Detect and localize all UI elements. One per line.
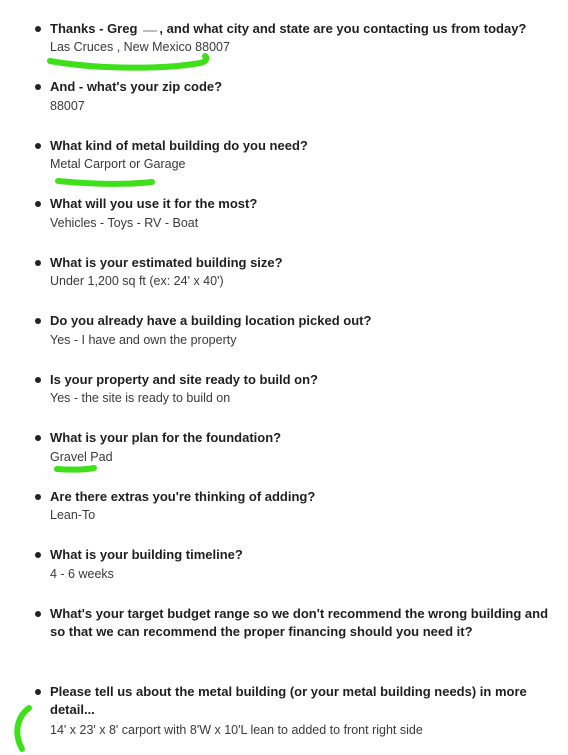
answer-zip: 88007 xyxy=(50,99,85,113)
bullet xyxy=(35,689,41,695)
question-city-state xyxy=(50,20,555,38)
highlight-underline-foundation xyxy=(57,468,94,470)
question-budget: What's your target budget range so we don't recommend the wrong building and so that we can recommend the proper financing should you need it? xyxy=(50,606,549,639)
question-building-type: What kind of metal building do you need? xyxy=(50,138,308,153)
question-suffix: , and what city and state are you contacting us from today? xyxy=(159,21,527,36)
bullet xyxy=(35,84,41,90)
highlight-underline-building-type xyxy=(58,181,152,184)
question-zip: And - what's your zip code? xyxy=(50,79,223,94)
question-details: Please tell us about the metal building (or your metal building needs) in more detail... xyxy=(50,684,527,717)
question-usage: What will you use it for the most? xyxy=(50,196,258,211)
bullet xyxy=(35,201,41,207)
bullet xyxy=(35,260,41,266)
answer-usage: Vehicles - Toys - RV - Boat xyxy=(50,216,199,230)
answer-site-ready: Yes - the site is ready to build on xyxy=(50,391,231,405)
question-prefix: Thanks - Greg xyxy=(50,21,138,36)
question-timeline: What is your building timeline? xyxy=(50,547,243,562)
question-site-ready: Is your property and site ready to build on? xyxy=(50,372,318,387)
answer-location: Yes - I have and own the property xyxy=(50,333,237,347)
bullet xyxy=(35,377,41,383)
question-size: What is your estimated building size? xyxy=(50,255,283,270)
highlight-bracket-details xyxy=(17,708,29,749)
bullet xyxy=(35,26,41,32)
answer-extras: Lean-To xyxy=(50,508,96,522)
answer-details: 14' x 23' x 8' carport with 8'W x 10'L lean to added to front right side xyxy=(50,723,423,737)
bullet xyxy=(35,552,41,558)
bullet xyxy=(35,611,41,617)
bullet xyxy=(35,143,41,149)
answer-building-type: Metal Carport or Garage xyxy=(50,157,186,171)
redacted-name xyxy=(137,22,159,34)
answer-timeline: 4 - 6 weeks xyxy=(50,567,114,581)
answer-city-state: Las Cruces , New Mexico 88007 xyxy=(50,40,230,54)
question-location: Do you already have a building location picked out? xyxy=(50,313,372,328)
answer-foundation: Gravel Pad xyxy=(50,450,113,464)
bullet xyxy=(35,494,41,500)
question-foundation: What is your plan for the foundation? xyxy=(50,430,282,445)
bullet xyxy=(35,435,41,441)
bullet xyxy=(35,318,41,324)
answer-size: Under 1,200 sq ft (ex: 24' x 40') xyxy=(50,274,224,288)
highlight-underline-city xyxy=(50,56,206,68)
question-extras: Are there extras you're thinking of adding? xyxy=(50,489,316,504)
